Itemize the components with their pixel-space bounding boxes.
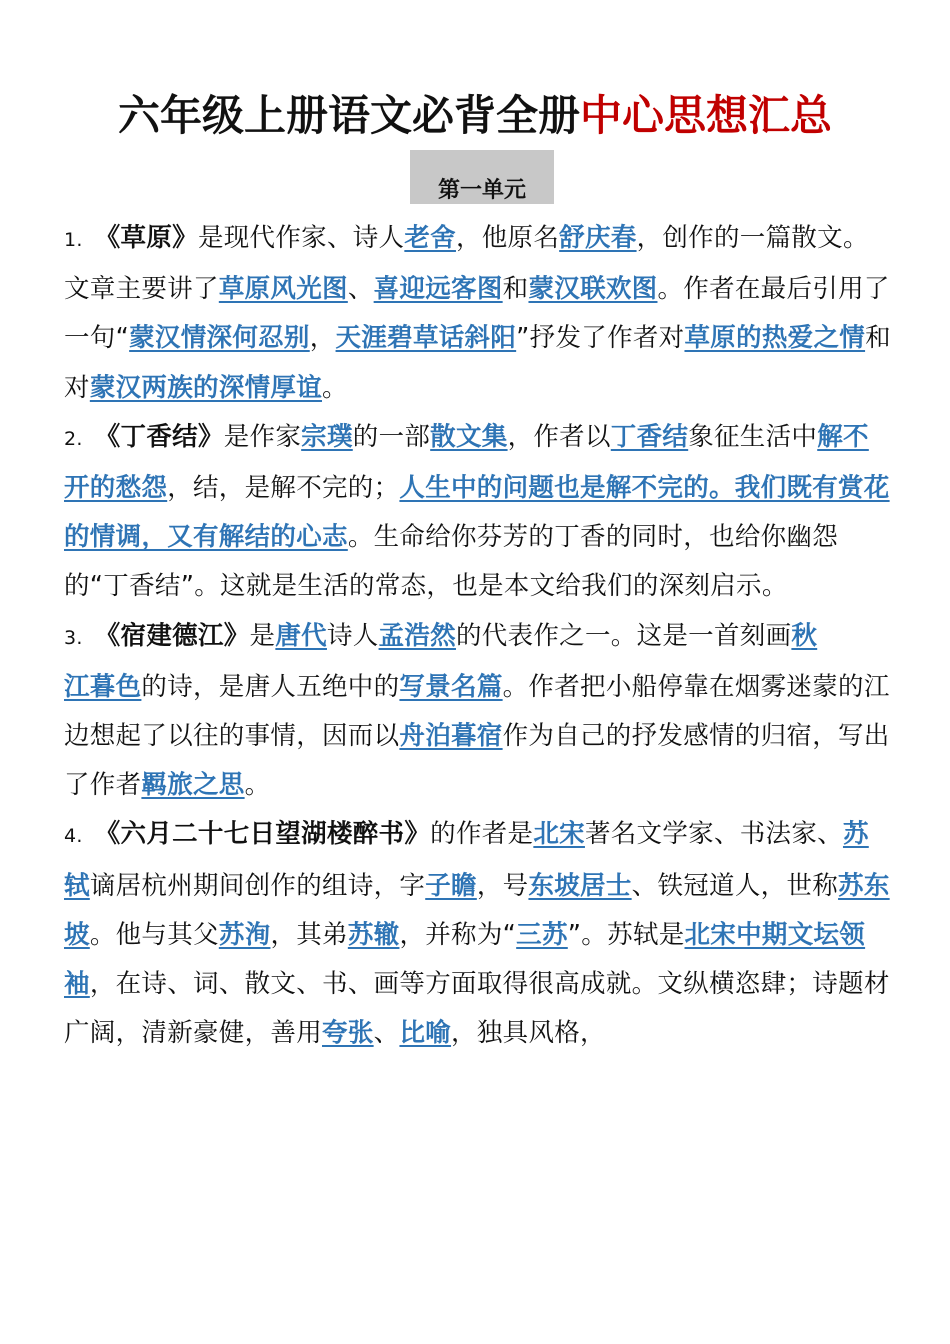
highlighted-term: 老舍: [404, 223, 456, 253]
body-text: ，结，是解不完的；: [167, 473, 400, 504]
highlighted-term: 北宋: [533, 819, 585, 850]
highlighted-term: 舒庆春: [559, 223, 637, 253]
work-title: 《草原》: [94, 223, 198, 253]
body-text: ，独具风格，: [451, 1018, 606, 1049]
body-text: 是现代作家、诗人: [197, 223, 405, 253]
work-title: 《宿建德江》: [94, 620, 250, 651]
body-text: 。作者在最后引用了一句“: [64, 274, 890, 354]
highlighted-term: 丁香结: [610, 421, 689, 452]
highlighted-term: 北宋中期文坛领袖: [64, 919, 866, 1000]
body-text: 谪居杭州期间创作的组诗，字: [89, 870, 426, 901]
page-title-main: 六年级上册语文必背全册: [117, 91, 580, 140]
document-body: [64, 214, 894, 1058]
body-text: 是作家: [223, 421, 302, 452]
body-text: ，创作的一篇散文。文章主要讲了: [64, 223, 869, 305]
body-text: 的诗，是唐人五绝中的: [141, 671, 400, 702]
highlighted-term: 东坡居士: [528, 870, 632, 901]
highlighted-term: 夸张: [322, 1018, 374, 1049]
highlighted-term: 比喻: [399, 1018, 452, 1049]
paragraph-4: [64, 810, 894, 1058]
highlighted-term: 天涯碧草话斜阳: [335, 323, 517, 354]
paragraph-1: [64, 214, 894, 413]
highlighted-term: 草原风光图: [218, 274, 348, 305]
body-text: ，在诗、词、散文、书、画等方面取得很高成就。文纵横恣肆；诗题材广阔，清新豪健，善用: [64, 969, 890, 1049]
page-title: [0, 88, 950, 144]
body-text: ，并称为“: [399, 919, 517, 950]
body-text: ，其弟: [270, 919, 348, 950]
body-text: 、: [373, 1018, 400, 1049]
body-text: 。: [322, 372, 348, 403]
work-title: 《丁香结》: [94, 421, 224, 452]
highlighted-term: 喜迎远客图: [373, 274, 503, 305]
highlighted-term: 苏洵: [218, 919, 271, 950]
paragraph-number: 3.: [64, 626, 83, 649]
body-text: 作为自己的抒发感情的归宿，写出了作者: [64, 721, 890, 801]
body-text: 。作者把小船停靠在烟雾迷蒙的江边想起了以往的事情，因而以: [64, 671, 890, 752]
body-text: ，他原名: [455, 223, 560, 253]
body-text: 是: [249, 620, 276, 651]
highlighted-term: 子瞻: [425, 870, 477, 901]
highlighted-term: 苏辙: [347, 919, 400, 950]
highlighted-term: 写景名篇: [399, 671, 503, 702]
paragraph-3: [64, 612, 894, 811]
body-text: ，号: [476, 870, 529, 901]
body-text: 、: [347, 274, 374, 305]
body-text: 。: [244, 770, 271, 801]
highlighted-term: 宗璞: [301, 421, 353, 452]
body-text: 、铁冠道人，世称: [631, 870, 839, 901]
paragraph-2: [64, 413, 894, 612]
body-text: 和对: [64, 323, 891, 403]
body-text: 著名文学家、书法家、: [584, 819, 843, 850]
highlighted-term: 苏轼: [64, 819, 869, 901]
highlighted-term: 蒙汉联欢图: [528, 274, 658, 305]
highlighted-term: 解不开的愁怨: [64, 421, 869, 504]
highlighted-term: 人生中的问题也是解不完的。我们既有赏花的情调，又有解结的心志: [64, 473, 890, 553]
paragraph-number: 2.: [64, 427, 83, 450]
highlighted-term: 羁旅之思: [141, 770, 245, 801]
body-text: 和: [502, 274, 529, 305]
body-text: 诗人: [326, 620, 379, 651]
highlighted-term: 草原的热爱之情: [684, 323, 866, 354]
paragraph-number: 4.: [64, 825, 83, 848]
highlighted-term: 秋: [791, 620, 818, 651]
body-text: 的一部: [352, 421, 431, 452]
page-title-highlight: 中心思想汇总: [580, 91, 833, 140]
paragraph-number: 1.: [64, 229, 83, 251]
highlighted-term: 舟泊暮宿: [399, 721, 503, 752]
work-title: 《六月二十七日望湖楼醉书》: [94, 819, 431, 850]
highlighted-term: 散文集: [430, 421, 508, 452]
highlighted-term: 唐代: [275, 620, 327, 651]
body-text: 象征生活中: [688, 421, 818, 452]
body-text: 的作者是: [430, 819, 534, 850]
body-text: ”。苏轼是: [567, 919, 685, 950]
highlighted-term: 孟浩然: [378, 620, 456, 651]
unit-heading: 第一单元: [437, 178, 526, 203]
body-text: ，: [309, 323, 336, 354]
body-text: 的代表作之一。这是一首刻画: [455, 620, 792, 651]
highlighted-term: 江暮色: [64, 671, 142, 702]
body-text: 。生命给你芬芳的丁香的同时，也给你幽怨的“丁香结”。这就是生活的常态，也是本文给我们的深刻启示。: [64, 522, 839, 602]
body-text: ”抒发了作者对: [516, 323, 685, 354]
unit-heading-box: [410, 150, 554, 204]
highlighted-term: 蒙汉情深何忍别: [129, 323, 310, 354]
body-text: 。他与其父: [89, 919, 219, 950]
highlighted-term: 苏东坡: [64, 870, 890, 950]
highlighted-term: 三苏: [516, 919, 568, 950]
highlighted-term: 蒙汉两族的深情厚谊: [89, 372, 323, 403]
body-text: ，作者以: [507, 421, 611, 452]
